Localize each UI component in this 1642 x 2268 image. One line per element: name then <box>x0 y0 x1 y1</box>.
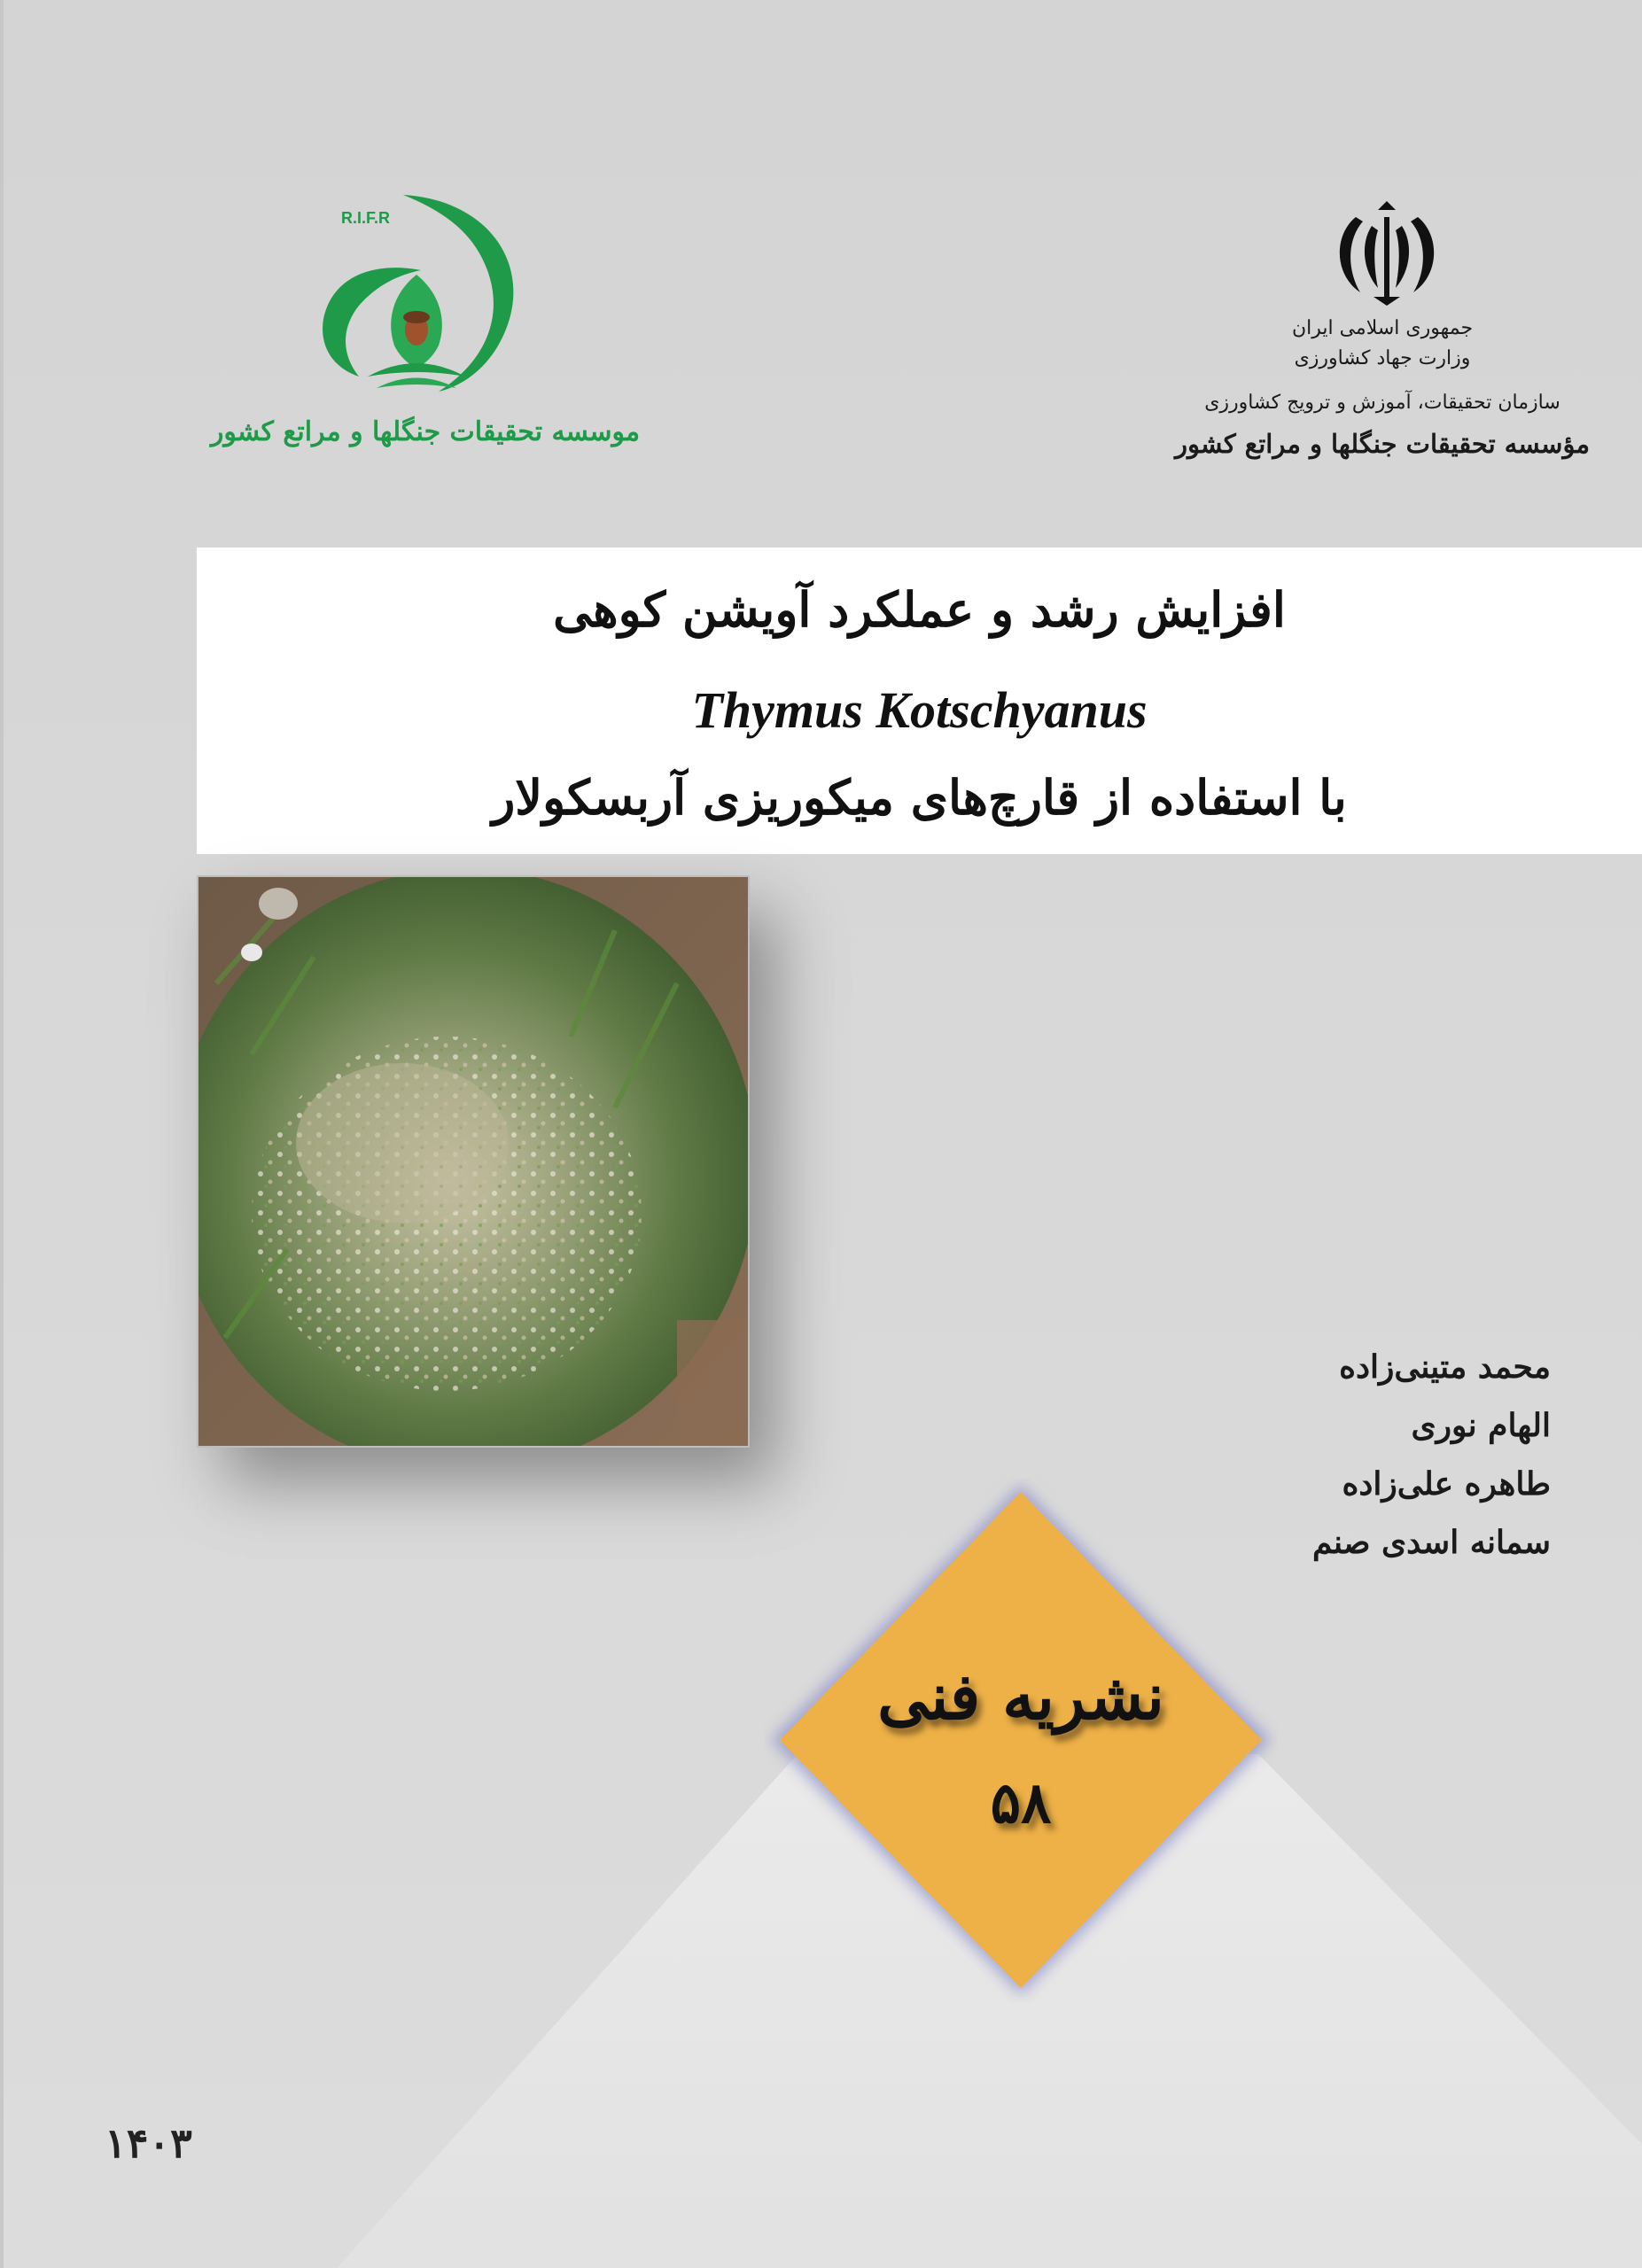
author-3: طاهره علی‌زاده <box>1342 1465 1551 1503</box>
badge-number: ۵۸ <box>990 1770 1052 1837</box>
title-persian-line-2: با استفاده از قارچ‌های میکوریزی آربسکولار <box>492 769 1347 826</box>
thyme-plant-photo <box>197 875 750 1448</box>
badge-title: نشریه فنی <box>877 1658 1164 1734</box>
title-band <box>197 548 1642 854</box>
rifr-acronym: R.I.F.R <box>341 209 391 227</box>
author-4: سمانه اسدی صنم <box>1312 1524 1551 1561</box>
publication-year: ۱۴۰۳ <box>105 2119 192 2167</box>
author-2: الهام نوری <box>1411 1407 1551 1444</box>
title-persian-line-1: افزایش رشد و عملکرد آویشن کوهی <box>553 581 1286 638</box>
gov-line-organization: سازمان تحقیقات، آموزش و ترویج کشاورزی <box>1204 392 1560 414</box>
rifr-leaf-logo-icon <box>306 186 527 399</box>
author-1: محمد متینی‌زاده <box>1339 1348 1551 1386</box>
gov-line-institute: مؤسسه تحقیقات جنگلها و مراتع کشور <box>1175 429 1590 459</box>
gov-line-republic: جمهوری اسلامی ایران <box>1291 317 1474 339</box>
gov-line-ministry: وزارت جهاد کشاورزی <box>1294 347 1471 369</box>
badge-diamond <box>764 1478 1278 2002</box>
rifr-caption: موسسه تحقیقات جنگلها و مراتع کشور <box>210 416 641 447</box>
iran-emblem-icon <box>1329 199 1444 306</box>
title-scientific-name: Thymus Kotschyanus <box>691 681 1148 739</box>
